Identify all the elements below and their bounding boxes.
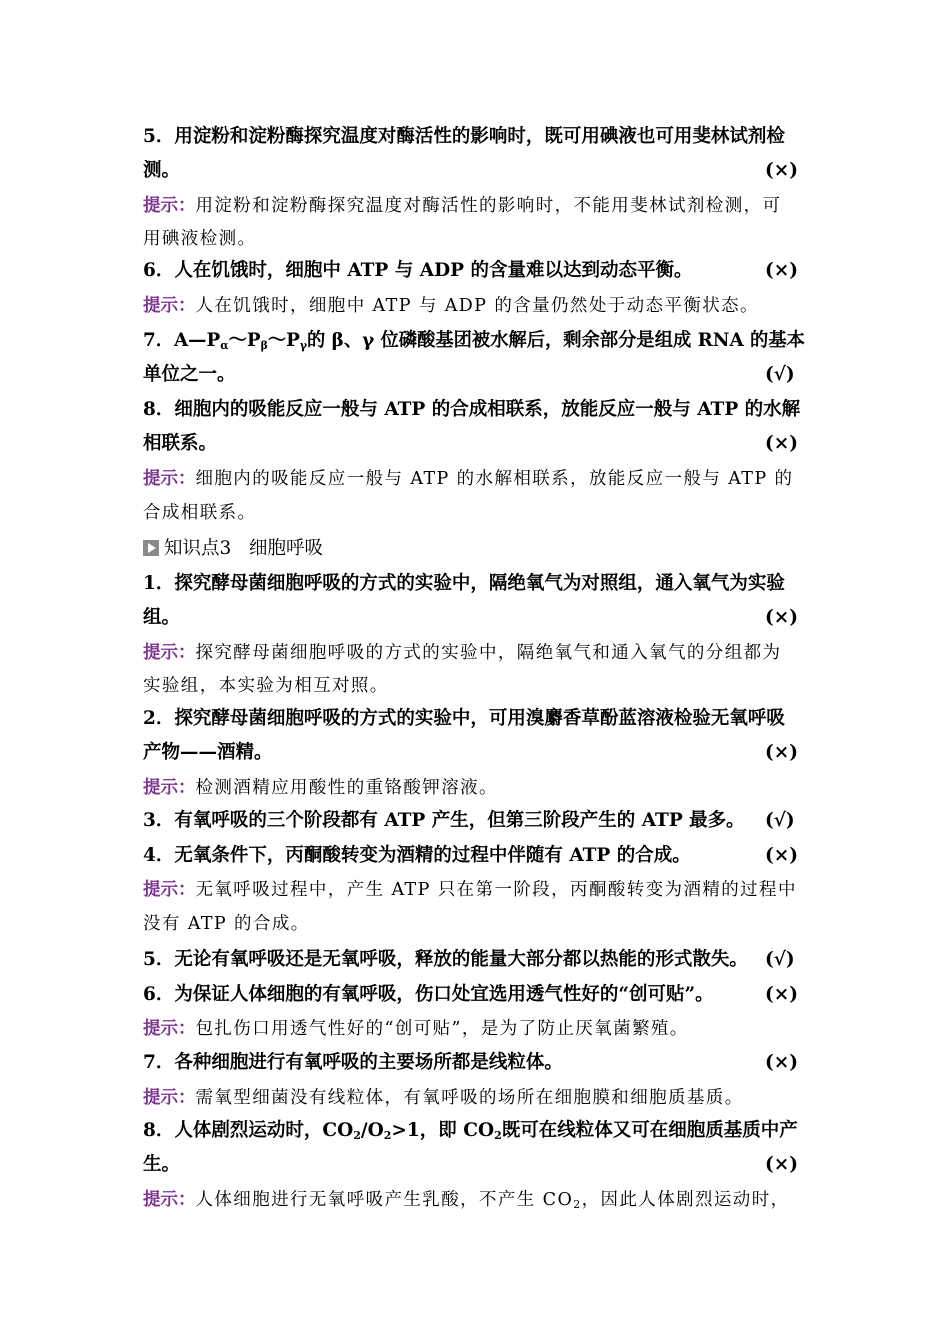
q8-text-d: 既可在线粒体又可在细胞质基质中产 [501,1120,798,1141]
hint-label: 提示： [143,296,196,316]
hint-text-a: 人体细胞进行无氧呼吸产生乳酸，不产生 CO [195,1190,574,1210]
question-5-line-2: 测。 [143,160,181,181]
q8-text-a: 8．人体剧烈运动时，CO [143,1120,354,1141]
question-3-line-1: 3．有氧呼吸的三个阶段都有 ATP 产生，但第三阶段产生的 ATP 最多。 [143,810,745,831]
hint-text: 用淀粉和淀粉酶探究温度对酶活性的影响时，不能用斐林试剂检测，可 [195,196,782,216]
hint-q2-line-1 [143,775,498,801]
hint-q4-line-1 [143,877,797,903]
answer-mark: (×) [765,433,799,454]
hint-q5-line-2: 用碘液检测。 [143,229,257,249]
subscript-gamma: γ [299,339,308,352]
answer-mark: (×) [765,607,799,628]
hint-q8-line-2: 合成相联系。 [143,503,257,523]
hint-text: 无氧呼吸过程中，产生 ATP 只在第一阶段，丙酮酸转变为酒精的过程中 [195,880,797,900]
q8-text-c: >1，即 CO [391,1120,495,1141]
section-title: 细胞呼吸 [248,538,323,559]
question-6-line-1: 6．为保证人体细胞的有氧呼吸，伤口处宜选用透气性好的“创可贴”。 [143,984,714,1005]
subscript-beta: β [260,339,268,352]
section-number: 知识点3 [164,538,232,559]
hint-text: 探究酵母菌细胞呼吸的方式的实验中，隔绝氧气和通入氧气的分组都为 [195,643,782,663]
q7-text-d: 的 β、γ 位磷酸基团被水解后，剩余部分是组成 RNA 的基本 [307,330,805,351]
hint-q7-line-1 [143,1085,744,1111]
answer-mark: (√) [765,810,795,831]
answer-mark: (×) [765,260,799,281]
question-2-line-1: 2．探究酵母菌细胞呼吸的方式的实验中，可用溴麝香草酚蓝溶液检验无氧呼吸 [143,708,785,729]
subscript-2: 2 [494,1129,502,1142]
question-8-line-2: 生。 [143,1154,181,1175]
question-7-line-2: 单位之一。 [143,364,236,385]
hint-text: 检测酒精应用酸性的重铬酸钾溶液。 [195,778,498,798]
play-icon [143,540,159,556]
answer-mark: (×) [765,984,799,1005]
hint-text: 需氧型细菌没有线粒体，有氧呼吸的场所在细胞膜和细胞质基质。 [195,1088,744,1108]
question-1-line-1: 1．探究酵母菌细胞呼吸的方式的实验中，隔绝氧气为对照组，通入氧气为实验 [143,573,785,594]
section-heading [143,536,323,562]
subscript-2: 2 [573,1198,582,1211]
hint-label: 提示： [143,1019,196,1039]
q7-text-b: ～P [228,330,261,351]
question-7-line-1 [143,328,805,354]
hint-text: 包扎伤口用透气性好的“创可贴”，是为了防止厌氧菌繁殖。 [195,1019,689,1039]
hint-q6-line-1 [143,1016,689,1042]
hint-q8-line-1 [143,1187,790,1213]
hint-label: 提示： [143,643,196,663]
question-2-line-2: 产物——酒精。 [143,742,273,763]
hint-text-b: ，因此人体剧烈运动时， [581,1190,790,1210]
answer-mark: (√) [765,949,795,970]
subscript-2: 2 [383,1129,392,1142]
question-5-line-1: 5．用淀粉和淀粉酶探究温度对酶活性的影响时，既可用碘液也可用斐林试剂检 [143,126,785,147]
hint-q5-line-1 [143,193,781,219]
hint-q1-line-2: 实验组，本实验为相互对照。 [143,676,389,696]
q7-text-a: 7．A—P [143,330,221,351]
question-4-line-1: 4．无氧条件下，丙酮酸转变为酒精的过程中伴随有 ATP 的合成。 [143,845,691,866]
hint-label: 提示： [143,469,196,489]
subscript-2: 2 [353,1129,361,1142]
hint-q8-line-1 [143,466,793,492]
answer-mark: (×) [765,1052,799,1073]
hint-label: 提示： [143,778,196,798]
answer-mark: (×) [765,160,799,181]
q7-text-c: ～P [267,330,300,351]
question-8-line-1 [143,1118,798,1144]
question-8-line-1: 8．细胞内的吸能反应一般与 ATP 的合成相联系，放能反应一般与 ATP 的水解 [143,399,801,420]
hint-q6-line-1 [143,293,759,319]
hint-text: 人在饥饿时，细胞中 ATP 与 ADP 的含量仍然处于动态平衡状态。 [195,296,759,316]
answer-mark: (×) [765,742,799,763]
question-8-line-2: 相联系。 [143,433,218,454]
question-6-line-1: 6．人在饥饿时，细胞中 ATP 与 ADP 的含量难以达到动态平衡。 [143,260,693,281]
question-5-line-1: 5．无论有氧呼吸还是无氧呼吸，释放的能量大部分都以热能的形式散失。 [143,949,748,970]
subscript-alpha: α [220,339,229,352]
q8-text-b: /O [360,1120,384,1141]
hint-text: 细胞内的吸能反应一般与 ATP 的水解相联系，放能反应一般与 ATP 的 [195,469,794,489]
hint-label: 提示： [143,196,196,216]
answer-mark: (×) [765,845,799,866]
hint-label: 提示： [143,880,196,900]
hint-label: 提示： [143,1190,196,1210]
hint-q4-line-2: 没有 ATP 的合成。 [143,914,310,934]
hint-q1-line-1 [143,640,781,666]
hint-label: 提示： [143,1088,196,1108]
question-7-line-1: 7．各种细胞进行有氧呼吸的主要场所都是线粒体。 [143,1052,563,1073]
answer-mark: (×) [765,1154,799,1175]
answer-mark: (√) [765,364,795,385]
question-1-line-2: 组。 [143,607,181,628]
